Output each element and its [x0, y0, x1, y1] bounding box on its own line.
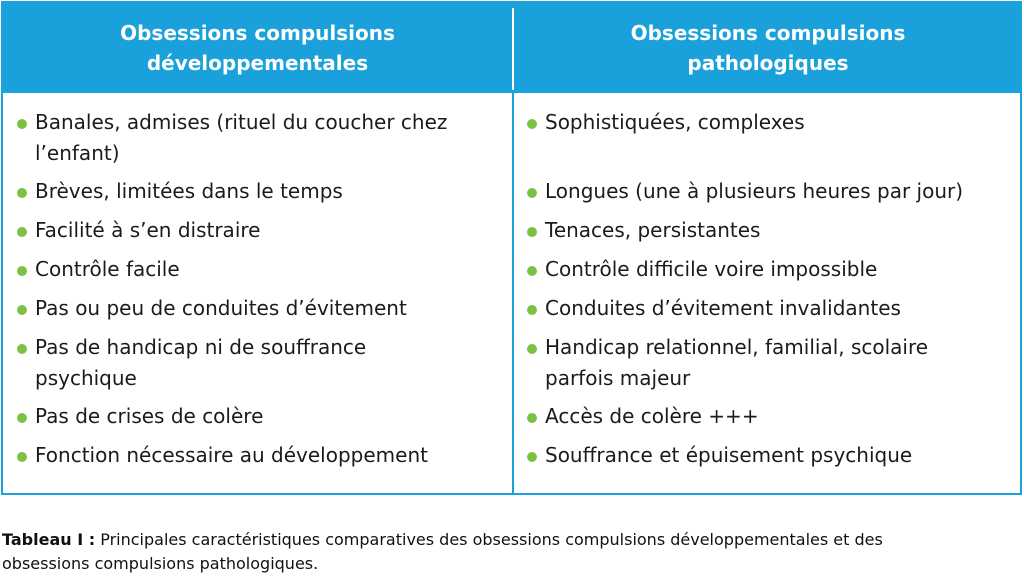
item-text: Pas de crises de colère	[35, 404, 264, 428]
header-developmental	[3, 3, 512, 93]
item-text: Longues (une à plusieurs heures par jour)	[545, 179, 964, 203]
header-pathological-line-2: pathologiques	[687, 51, 849, 75]
bullet-dot-icon	[17, 227, 27, 237]
item-text-line: Handicap relationnel, familial, scolaire	[545, 335, 929, 359]
bullet-dot-icon	[527, 266, 537, 276]
comparison-table	[1, 1, 1022, 495]
item-text: Pas ou peu de conduites d’évitement	[35, 296, 407, 320]
list-item	[527, 401, 1007, 432]
item-text-line: parfois majeur	[545, 366, 691, 390]
list-item	[17, 293, 497, 324]
bullet-dot-icon	[527, 305, 537, 315]
list-item	[17, 254, 497, 285]
bullet-dot-icon	[17, 266, 27, 276]
bullet-dot-icon	[17, 452, 27, 462]
list-item	[527, 215, 1007, 246]
bullet-dot-icon	[17, 188, 27, 198]
bullet-dot-icon	[527, 344, 537, 354]
caption-text: Principales caractéristiques comparatives des obsessions compulsions développementales et des	[100, 530, 883, 549]
item-text-line: psychique	[35, 366, 137, 390]
item-text: Contrôle facile	[35, 257, 180, 281]
item-text: Tenaces, persistantes	[545, 218, 761, 242]
item-text	[545, 332, 928, 394]
item-text: Accès de colère +++	[545, 404, 759, 428]
header-pathological-line-1: Obsessions compulsions	[630, 21, 906, 45]
list-item	[17, 401, 497, 432]
column-divider	[512, 93, 514, 493]
item-text: Facilité à s’en distraire	[35, 218, 261, 242]
list-item	[527, 332, 1007, 394]
item-text	[35, 107, 447, 169]
table-header	[3, 3, 1020, 93]
bullet-dot-icon	[17, 413, 27, 423]
list-item	[527, 254, 1007, 285]
bullet-dot-icon	[17, 119, 27, 129]
list-item	[527, 176, 1007, 207]
header-developmental-line-2: développementales	[146, 51, 369, 75]
item-text: Contrôle difficile voire impossible	[545, 257, 878, 281]
table-caption	[2, 528, 1022, 576]
item-text: Sophistiquées, complexes	[545, 110, 805, 134]
list-item	[17, 176, 497, 207]
caption-text-line-2: obsessions compulsions pathologiques.	[2, 554, 319, 573]
item-text-line: Pas de handicap ni de souffrance	[35, 335, 367, 359]
item-text: Conduites d’évitement invalidantes	[545, 296, 901, 320]
list-item	[17, 332, 497, 394]
item-text: Brèves, limitées dans le temps	[35, 179, 343, 203]
bullet-dot-icon	[527, 452, 537, 462]
bullet-dot-icon	[527, 188, 537, 198]
item-text-line: Banales, admises (rituel du coucher chez	[35, 110, 448, 134]
header-pathological	[514, 3, 1022, 93]
item-text: Fonction nécessaire au développement	[35, 443, 428, 467]
list-item	[527, 440, 1007, 471]
bullet-dot-icon	[527, 119, 537, 129]
bullet-dot-icon	[17, 344, 27, 354]
header-developmental-line-1: Obsessions compulsions	[120, 21, 395, 45]
list-item	[17, 215, 497, 246]
caption-label: Tableau I :	[2, 530, 96, 549]
list-item	[17, 440, 497, 471]
list-item	[527, 293, 1007, 324]
bullet-dot-icon	[527, 227, 537, 237]
list-item	[17, 107, 497, 169]
item-text-line: l’enfant)	[35, 141, 120, 165]
item-text	[35, 332, 366, 394]
bullet-dot-icon	[17, 305, 27, 315]
item-text: Souffrance et épuisement psychique	[545, 443, 913, 467]
bullet-dot-icon	[527, 413, 537, 423]
list-item	[527, 107, 1007, 138]
